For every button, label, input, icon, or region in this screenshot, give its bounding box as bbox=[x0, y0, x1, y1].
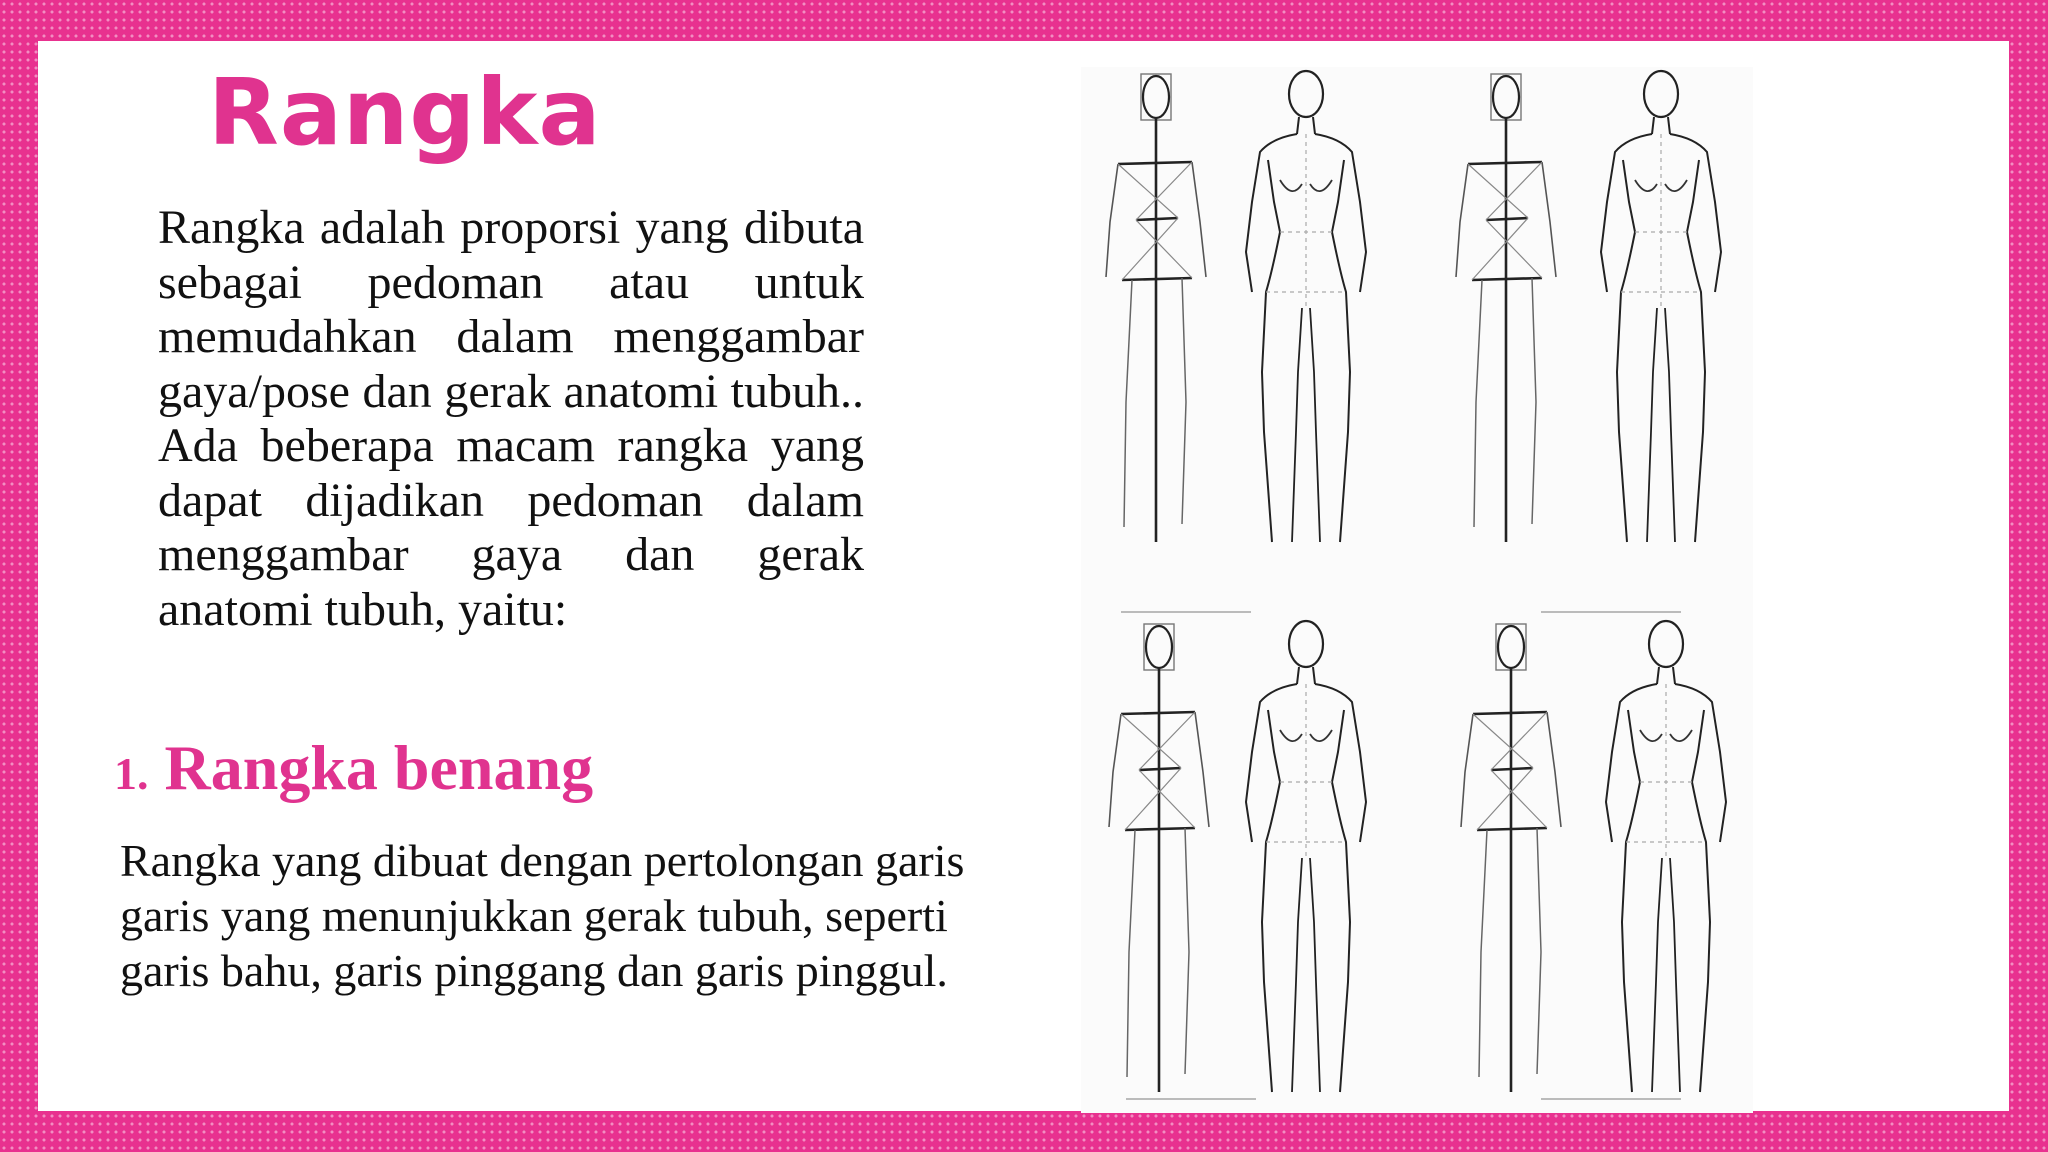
section-heading-text: Rangka benang bbox=[164, 732, 594, 803]
figure-sketch-image bbox=[1081, 67, 1753, 1113]
skeleton-figure-4 bbox=[1461, 624, 1561, 1092]
slide-title: Rangka bbox=[208, 59, 602, 166]
section-description: Rangka yang dibuat dengan pertolongan garis garis yang menunjukkan gerak tubuh, seperti garis bahu, garis pinggang dan garis pinggul. bbox=[120, 835, 965, 996]
body-figure-4 bbox=[1606, 621, 1726, 1092]
skeleton-figure-3 bbox=[1109, 624, 1209, 1092]
body-figure-2 bbox=[1601, 71, 1721, 542]
slide-canvas bbox=[38, 41, 2009, 1111]
section-heading bbox=[114, 731, 593, 805]
skeleton-figure-1 bbox=[1106, 74, 1206, 542]
intro-paragraph: Rangka adalah proporsi yang dibuta sebagai pedoman atau untuk memudahkan dalam menggambar gaya/pose dan gerak anatomi tubuh.. Ada beberapa macam rangka yang dapat dijadikan pedoman dalam menggambar gaya dan gerak anatomi tubuh, yaitu: bbox=[158, 201, 864, 636]
fashion-figure-sketches bbox=[1081, 67, 1753, 1113]
skeleton-figure-2 bbox=[1456, 74, 1556, 542]
section-number: 1. bbox=[114, 748, 149, 799]
body-figure-3 bbox=[1246, 621, 1366, 1092]
body-figure-1 bbox=[1246, 71, 1366, 542]
